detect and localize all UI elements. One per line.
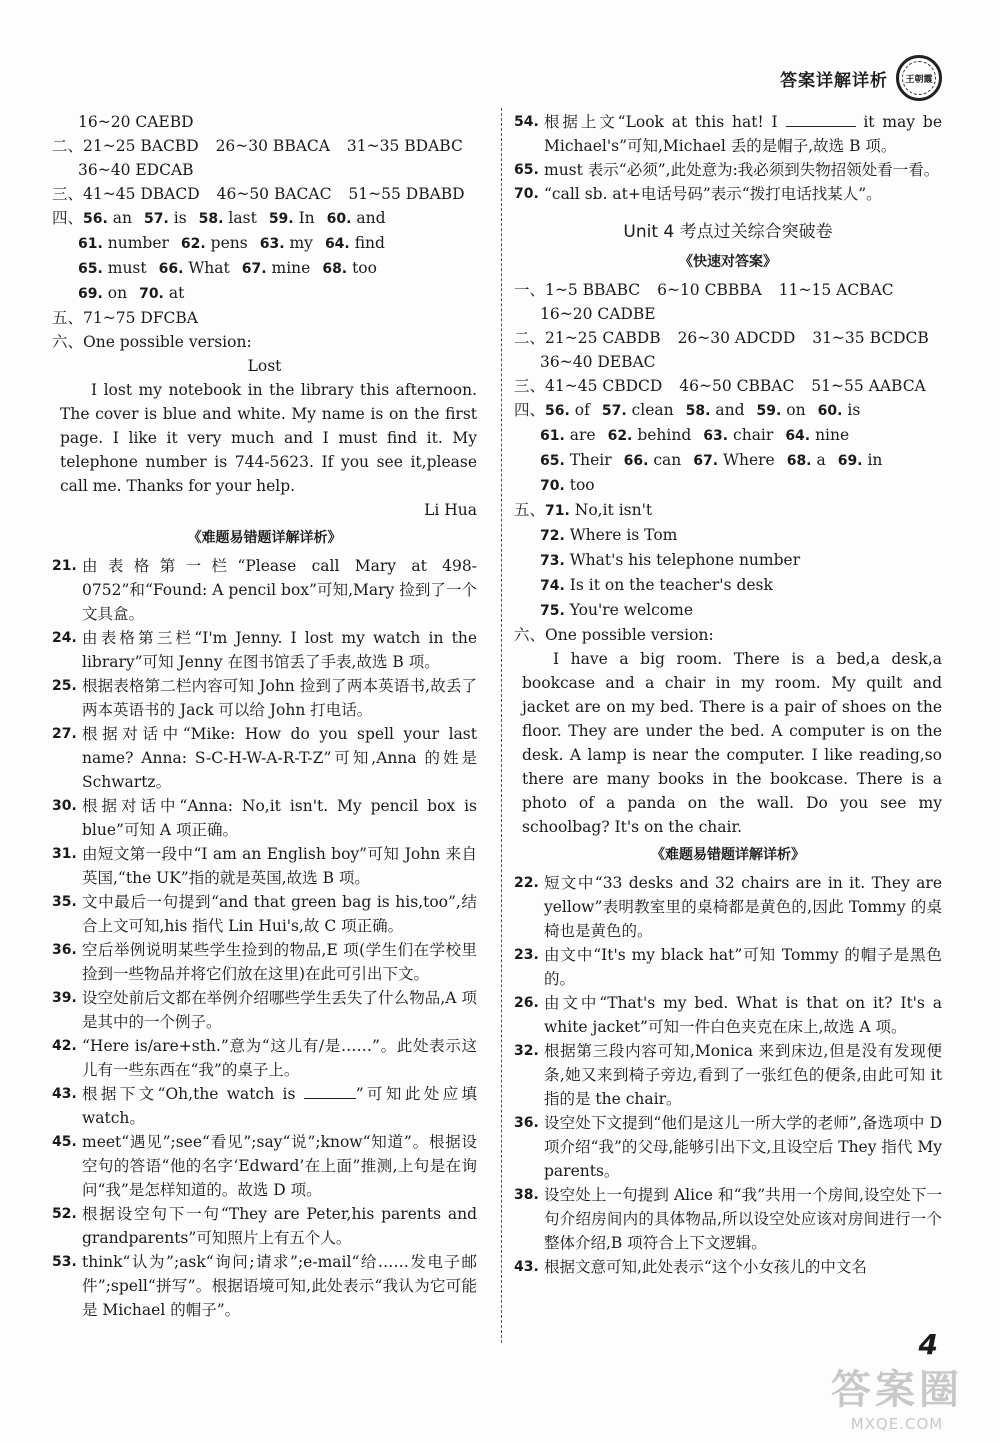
item-number: 69. xyxy=(837,453,863,469)
answer-group: 46~50 BACAC xyxy=(216,185,332,203)
item-answer: must xyxy=(107,259,147,277)
explanation-item xyxy=(52,1250,477,1322)
answer-group: 36~40 DEBAC xyxy=(540,353,656,371)
explanation-item xyxy=(514,1039,942,1111)
explanation-item xyxy=(52,1034,477,1082)
item-number: 39. xyxy=(52,990,77,1006)
item-number: 42. xyxy=(52,1038,77,1054)
watermark-url: MXQE.COM xyxy=(850,1415,944,1433)
answer-item xyxy=(602,398,674,423)
fill-in-answers xyxy=(514,398,942,498)
item-answer: too xyxy=(569,476,595,494)
item-answer: is xyxy=(173,209,187,227)
watermark-text: 答案圈 xyxy=(831,1367,963,1413)
item-number: 43. xyxy=(52,1086,77,1102)
answer-group: 26~30 BBACA xyxy=(215,137,330,155)
section-banner: 《难题易错题详解详析》 xyxy=(187,530,342,546)
answer-group: 一、1~5 BBABC xyxy=(514,281,641,299)
answer-group: 31~35 BDABC xyxy=(346,137,463,155)
item-number: 23. xyxy=(514,947,539,963)
explanation-item xyxy=(514,1111,942,1183)
explanation-item xyxy=(52,722,477,794)
item-number: 61. xyxy=(78,236,103,252)
explanation-text: 根据第三段内容可知,Monica 来到床边,但是没有发现便条,她又来到椅子旁边,看到了一张红色的便条,由此可知 it 指的是 the chair。 xyxy=(544,1042,942,1108)
explanation-item xyxy=(514,158,942,182)
item-answer: my xyxy=(289,234,313,252)
explanation-text: 由表格第三栏“I'm Jenny. I lost my watch in the library”可知 Jenny 在图书馆丢了手表,故选 B 项。 xyxy=(82,629,477,671)
item-answer: You're welcome xyxy=(569,601,694,619)
answer-row xyxy=(514,573,942,598)
column-divider xyxy=(501,108,502,1343)
answer-item xyxy=(139,281,184,306)
explanation-text: 由表格第一栏“Please call Mary at 498-0752”和“Found: A pencil box”可知,Mary 捡到了一个文具盒。 xyxy=(82,557,477,623)
explanation-item xyxy=(514,871,942,943)
sentence-answers xyxy=(514,498,942,623)
explanation-item xyxy=(52,1130,477,1202)
item-answer: find xyxy=(354,234,385,252)
answer-group: 三、41~45 DBACD xyxy=(52,185,200,203)
item-number: 56. xyxy=(545,403,570,419)
item-number: 27. xyxy=(52,726,77,742)
explanation-item xyxy=(52,794,477,842)
item-number: 26. xyxy=(514,995,539,1011)
answer-row xyxy=(514,523,942,548)
explanation-text: 文中最后一句提到“and that green bag is his,too”,结合上文可知,his 指代 Lin Hui's,故 C 项正确。 xyxy=(82,893,477,935)
item-number: 68. xyxy=(786,453,812,469)
explanation-item xyxy=(52,1082,477,1130)
answer-item xyxy=(785,423,849,448)
explanation-text: 由文中“It's my black hat”可知 Tommy 的帽子是黑色的。 xyxy=(544,946,942,988)
explanation-text: 根据对话中“Anna: No,it isn't. My pencil box is blue”可知 A 项正确。 xyxy=(82,797,477,839)
answer-group: 26~30 ADCDD xyxy=(677,329,796,347)
explanation-text: “call sb. at+电话号码”表示“拨打电话找某人”。 xyxy=(544,185,882,203)
item-number: 52. xyxy=(52,1206,77,1222)
answer-row xyxy=(52,206,477,231)
answer-item xyxy=(686,398,745,423)
item-number: 60. xyxy=(817,403,843,419)
answer-group: 51~55 DBABD xyxy=(348,185,465,203)
answer-row xyxy=(52,330,477,354)
item-number: 60. xyxy=(326,211,352,227)
publisher-seal-logo xyxy=(896,55,942,101)
item-answer: too xyxy=(352,259,377,277)
explanation-text: think“认为”;ask“询问;请求”;e-mail“给……发电子邮件”;spell“拼写”。根据语境可知,此处表示“我认为它可能是 Michael 的帽子”。 xyxy=(82,1253,477,1319)
item-answer: an xyxy=(112,209,132,227)
answer-row xyxy=(514,598,942,623)
explanations-list xyxy=(52,554,477,1322)
explanation-text: 根据对话中“Mike: How do you spell your last name? Anna: S-C-H-W-A-R-T-Z”可知,Anna 的姓是 Schwartz。 xyxy=(82,725,477,791)
item-number: 70. xyxy=(540,478,565,494)
answer-row xyxy=(514,623,942,647)
item-number: 32. xyxy=(514,1043,539,1059)
explanation-item xyxy=(514,943,942,991)
item-number: 64. xyxy=(785,428,811,444)
item-number: 67. xyxy=(241,261,267,277)
answer-item xyxy=(78,256,147,281)
item-answer: on xyxy=(786,401,806,419)
answer-blank xyxy=(786,112,856,127)
explanation-text: 根据表格第二栏内容可知 John 捡到了两本英语书,故丢了两本英语书的 Jack 可以给 John 打电话。 xyxy=(82,677,477,719)
answer-row xyxy=(52,256,477,281)
answer-group: 11~15 ACBAC xyxy=(778,281,894,299)
answer-item xyxy=(757,398,806,423)
answer-row xyxy=(514,548,942,573)
answer-group: 五、71~75 DFCBA xyxy=(52,309,198,327)
item-answer: and xyxy=(356,209,386,227)
item-answer: nine xyxy=(815,426,850,444)
answer-row xyxy=(514,350,942,374)
answer-row xyxy=(52,158,477,182)
item-answer: In xyxy=(298,209,315,227)
answer-item xyxy=(260,231,313,256)
answer-group: 51~55 AABCA xyxy=(811,377,926,395)
item-number: 66. xyxy=(623,453,649,469)
answer-row xyxy=(52,134,477,158)
explanation-text xyxy=(82,1082,477,1130)
answer-row xyxy=(514,278,942,302)
writing-header: 六、One possible version: xyxy=(52,333,252,351)
essay xyxy=(514,647,942,839)
item-number: 38. xyxy=(514,1187,539,1203)
item-answer: on xyxy=(107,284,128,302)
item-number: 71. xyxy=(545,503,570,519)
explanation-text: 设空处下文提到“他们是这儿一所大学的老师”,备选项中 D 项介绍“我”的父母,能够引出下文,且设空后 They 指代 My parents。 xyxy=(544,1114,942,1180)
explanation-text-post: ”可知此处应填 watch。 xyxy=(82,1085,477,1127)
item-number: 62. xyxy=(607,428,633,444)
item-answer: a xyxy=(816,451,826,469)
explanation-text: 由文中“That's my bed. What is that on it? It's a white jacket”可知一件白色夹克在床上,故选 A 项。 xyxy=(544,994,942,1036)
item-number: 53. xyxy=(52,1254,77,1270)
item-answer: mine xyxy=(271,259,311,277)
item-number: 24. xyxy=(52,630,77,646)
explanation-text-pre: 根据下文“Oh,the watch is xyxy=(82,1085,304,1103)
answer-item xyxy=(608,423,692,448)
answer-group: 二、21~25 BACBD xyxy=(52,137,199,155)
section-banner: 《快速对答案》 xyxy=(679,254,777,270)
item-answer: at xyxy=(168,284,185,302)
explanation-text: 根据文意可知,此处表示“这个小女孩儿的中文名 xyxy=(544,1258,867,1276)
explanation-item xyxy=(514,1183,942,1255)
item-answer: and xyxy=(715,401,745,419)
section-label: 四、 xyxy=(52,209,84,227)
item-number: 65. xyxy=(514,162,539,178)
explanation-item xyxy=(52,1202,477,1250)
essay-text: I lost my notebook in the library this afternoon. The cover is blue and white. My name is on the first page. I like it very much and I must find it. My telephone number is 744-5623. If you see it,please call me. Thanks for your help. xyxy=(60,381,477,495)
item-answer: No,it isn't xyxy=(574,501,653,519)
answer-item xyxy=(540,473,595,498)
seal-text: 王朝霞 xyxy=(905,74,933,85)
answer-item xyxy=(540,448,612,473)
right-column xyxy=(514,110,942,1279)
item-number: 72. xyxy=(540,528,565,544)
section-label: 五、 xyxy=(514,501,546,519)
item-answer: last xyxy=(228,209,257,227)
answer-row xyxy=(514,473,942,498)
answer-row xyxy=(52,306,477,330)
explanation-text: 空后举例说明某些学生捡到的物品,E 项(学生们在学校里捡到一些物品并将它们放在这里)在此可引出下文。 xyxy=(82,941,477,983)
item-answer: chair xyxy=(733,426,774,444)
answer-row xyxy=(514,423,942,448)
answer-item xyxy=(159,256,230,281)
explanation-text-pre: 根据上文“Look at this hat! I xyxy=(544,113,786,131)
answer-group: 三、41~45 CBDCD xyxy=(514,377,663,395)
item-answer: number xyxy=(107,234,169,252)
explanation-text: “Here is/are+sth.”意为“这儿有/是……”。此处表示这儿有一些东西在“我”的桌子上。 xyxy=(82,1037,477,1079)
item-number: 57. xyxy=(144,211,169,227)
item-number: 58. xyxy=(198,211,224,227)
explanation-item xyxy=(514,110,942,158)
item-number: 43. xyxy=(514,1259,539,1275)
answer-item xyxy=(838,448,883,473)
item-number: 25. xyxy=(52,678,77,694)
answer-row xyxy=(52,110,477,134)
answer-item xyxy=(818,398,861,423)
explanation-item xyxy=(52,674,477,722)
item-number: 56. xyxy=(83,211,108,227)
explanation-item xyxy=(52,842,477,890)
answer-row xyxy=(514,398,942,423)
item-answer: can xyxy=(653,451,682,469)
item-number: 70. xyxy=(514,186,539,202)
item-number: 69. xyxy=(78,286,103,302)
answer-item xyxy=(787,448,826,473)
answer-group: 6~10 CBBBA xyxy=(657,281,762,299)
item-answer: Where xyxy=(723,451,775,469)
explanation-item xyxy=(514,991,942,1039)
explanation-text: 设空处上一句提到 Alice 和“我”共用一个房间,设空处下一句介绍房间内的具体物品,所以设空处应该对房间进行一个整体介绍,B 项符合上下文逻辑。 xyxy=(544,1186,942,1252)
answer-item xyxy=(242,256,311,281)
left-column xyxy=(52,110,477,1322)
item-answer: What xyxy=(188,259,230,277)
item-number: 21. xyxy=(52,558,77,574)
answer-row xyxy=(514,326,942,350)
section-banner: 《难题易错题详解详析》 xyxy=(651,847,805,863)
explanation-text xyxy=(544,110,942,158)
answer-item xyxy=(325,231,385,256)
answer-item xyxy=(322,256,377,281)
item-number: 62. xyxy=(180,236,206,252)
answer-item xyxy=(269,206,315,231)
answer-item xyxy=(545,398,590,423)
item-answer: in xyxy=(867,451,883,469)
explanation-text: must 表示“必须”,此处意为:我必须到失物招领处看一看。 xyxy=(544,161,940,179)
explanation-item xyxy=(52,938,477,986)
answer-item xyxy=(78,281,127,306)
item-number: 22. xyxy=(514,875,539,891)
item-number: 36. xyxy=(514,1115,539,1131)
item-number: 30. xyxy=(52,798,77,814)
answer-item xyxy=(78,231,169,256)
answer-group: 46~50 CBBAC xyxy=(679,377,795,395)
explanation-text: 根据设空句下一句“They are Peter,his parents and grandparents”可知照片上有五个人。 xyxy=(82,1205,477,1247)
item-number: 63. xyxy=(259,236,285,252)
explanation-text: 设空处前后文都在举例介绍哪些学生丢失了什么物品,A 项是其中的一个例子。 xyxy=(82,989,477,1031)
answer-row xyxy=(514,448,942,473)
fill-in-answers xyxy=(52,206,477,306)
explanations-list xyxy=(514,110,942,206)
item-number: 31. xyxy=(52,846,77,862)
watermark-logo xyxy=(802,1358,992,1433)
unit-title: Unit 4 考点过关综合突破卷 xyxy=(623,222,833,242)
item-number: 63. xyxy=(703,428,729,444)
explanation-text: meet“遇见”;see“看见”;say“说”;know“知道”。根据设空句的答语“他的名字‘Edward’在上面”推测,上句是在询问“我”是怎样知道的。故选 D 项。 xyxy=(82,1133,477,1199)
explanation-text: 由短文第一段中“I am an English boy”可知 John 来自英国,“the UK”指的就是英国,故选 B 项。 xyxy=(82,845,477,887)
item-number: 45. xyxy=(52,1134,77,1150)
essay-text: I have a big room. There is a bed,a desk,a bookcase and a chair in my room. My quilt and jacket are on my bed. There is a pair of shoes on the floor. They are under the bed. A computer is on the desk. A lamp is near the computer. I like reading,so there are many books in the bookcase. There is a photo of a panda on the wall. Do you see my schoolbag? It's on the chair. xyxy=(522,650,942,836)
answer-item xyxy=(693,448,774,473)
item-number: 66. xyxy=(158,261,184,277)
item-number: 65. xyxy=(540,453,565,469)
writing-header: 六、One possible version: xyxy=(514,626,714,644)
essay xyxy=(52,378,477,498)
item-answer: of xyxy=(574,401,590,419)
answer-row xyxy=(514,498,942,523)
item-number: 57. xyxy=(601,403,627,419)
answer-row xyxy=(52,281,477,306)
answer-group: 31~35 BCDCB xyxy=(812,329,929,347)
item-answer: What's his telephone number xyxy=(569,551,801,569)
item-number: 59. xyxy=(756,403,782,419)
explanations-list xyxy=(514,871,942,1279)
item-answer: Their xyxy=(569,451,612,469)
explanation-item xyxy=(52,626,477,674)
explanation-item xyxy=(52,554,477,626)
answer-row xyxy=(514,302,942,326)
explanation-text-post: it may be Michael's”可知,Michael 丢的是帽子,故选 B 项。 xyxy=(544,113,942,155)
essay-signature: Li Hua xyxy=(424,501,477,519)
item-number: 64. xyxy=(324,236,350,252)
item-number: 70. xyxy=(139,286,164,302)
answer-row xyxy=(52,182,477,206)
answer-group: 36~40 EDCAB xyxy=(78,161,194,179)
answer-item xyxy=(83,206,132,231)
item-number: 35. xyxy=(52,894,77,910)
item-number: 67. xyxy=(693,453,719,469)
explanation-item xyxy=(52,986,477,1034)
answer-group: 16~20 CADBE xyxy=(540,305,656,323)
answer-item xyxy=(703,423,773,448)
header-title: 答案详解详析 xyxy=(780,70,888,91)
answer-group: 16~20 CAEBD xyxy=(78,113,194,131)
item-number: 58. xyxy=(685,403,711,419)
item-answer: is xyxy=(847,401,861,419)
page-header xyxy=(780,58,942,98)
answer-row xyxy=(514,374,942,398)
answer-item xyxy=(540,423,596,448)
essay-title: Lost xyxy=(247,357,282,375)
page-number: 4 xyxy=(918,1328,938,1361)
item-answer: are xyxy=(569,426,596,444)
answer-item xyxy=(327,206,386,231)
answer-item xyxy=(624,448,682,473)
item-number: 54. xyxy=(514,114,539,130)
item-answer: behind xyxy=(637,426,692,444)
answer-row xyxy=(52,231,477,256)
item-answer: clean xyxy=(631,401,674,419)
item-number: 36. xyxy=(52,942,77,958)
explanation-item xyxy=(514,182,942,206)
explanation-item xyxy=(514,1255,942,1279)
item-number: 74. xyxy=(540,578,565,594)
answer-item xyxy=(199,206,257,231)
answer-blank xyxy=(304,1084,356,1099)
item-answer: Where is Tom xyxy=(569,526,678,544)
item-number: 59. xyxy=(268,211,294,227)
explanation-text: 短文中“33 desks and 32 chairs are in it. They are yellow”表明教室里的桌椅都是黄色的,因此 Tommy 的桌椅也是黄色的。 xyxy=(544,874,942,940)
answer-group: 二、21~25 CABDB xyxy=(514,329,661,347)
item-number: 73. xyxy=(540,553,565,569)
item-answer: pens xyxy=(210,234,248,252)
item-answer: Is it on the teacher's desk xyxy=(569,576,773,594)
item-number: 68. xyxy=(322,261,348,277)
section-label: 四、 xyxy=(514,401,546,419)
answer-item xyxy=(181,231,248,256)
explanation-item xyxy=(52,890,477,938)
item-number: 65. xyxy=(78,261,103,277)
item-number: 75. xyxy=(540,603,565,619)
item-number: 61. xyxy=(540,428,565,444)
answer-item xyxy=(144,206,187,231)
